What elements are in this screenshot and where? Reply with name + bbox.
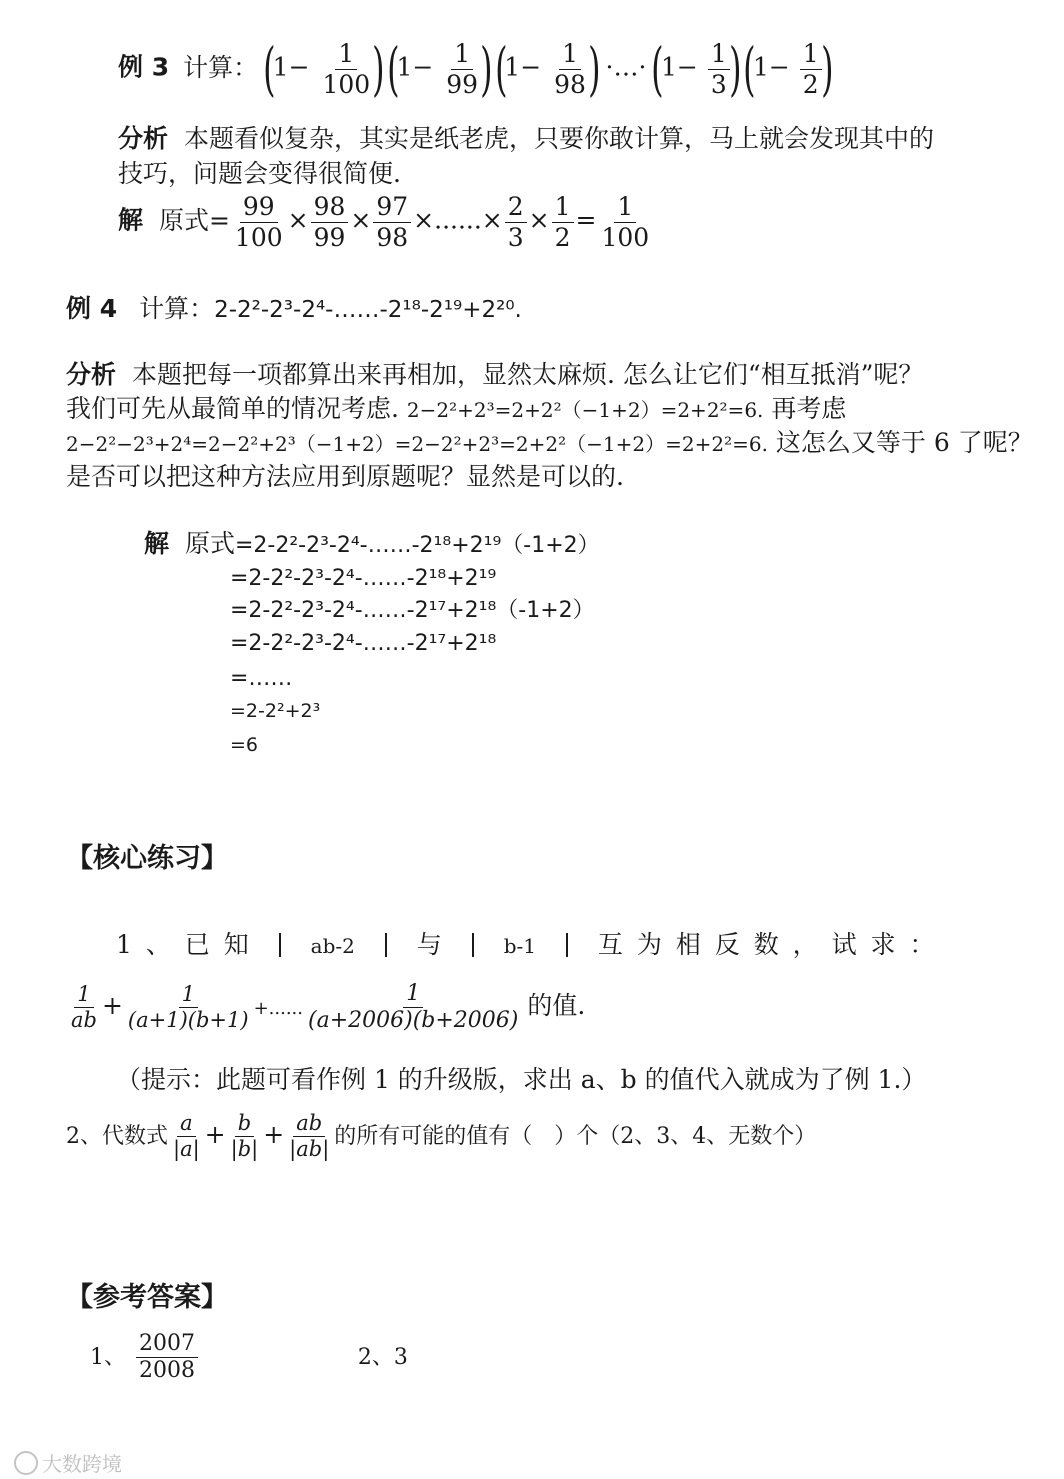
practice-q2	[66, 1112, 816, 1176]
fraction: $\frac{1}{98}$	[554, 39, 586, 99]
fraction: $\frac{2}{3}$	[505, 193, 527, 251]
fraction: $\frac{1}{100}$	[601, 192, 650, 252]
fraction: $\frac{a}{|a|}$	[173, 1111, 200, 1162]
fraction: $\frac{2007}{2008}$	[136, 1332, 198, 1383]
answer2: 2、3	[357, 1345, 408, 1371]
answer1-label: 1、	[90, 1345, 126, 1371]
fraction: $\frac{1}{2}$	[800, 40, 822, 98]
example4-analysis-line4: 是否可以把这种方法应用到原题呢？显然是可以的.	[66, 462, 624, 491]
paren-open: (	[494, 35, 508, 103]
solution-label: 解	[144, 529, 170, 558]
paren-close: )	[728, 35, 742, 103]
q1-expression: b-1	[503, 934, 536, 958]
paren-close: )	[480, 35, 493, 103]
watermark-text: 大数跨境	[42, 1452, 122, 1476]
example4-analysis-line3	[66, 426, 1033, 461]
times-sign: ×	[528, 205, 550, 235]
solution-step: =2-2²-2³-2⁴-……-2¹⁸+2¹⁹（-1+2）	[234, 533, 600, 558]
example4-expression: 2-2²-2³-2⁴-……-2¹⁸-2¹⁹+2²⁰.	[214, 297, 522, 323]
watermark-logo-icon	[14, 1451, 38, 1475]
product-dots: ·…·	[605, 52, 647, 82]
solution-step: =2-2²+2³	[230, 700, 321, 722]
q1-intro: 1 、 已 知	[116, 930, 249, 959]
solution-label: 解	[118, 205, 144, 235]
analysis-text: 再考虑	[771, 394, 847, 423]
paren-open: (	[386, 35, 400, 103]
equals-sign: =	[575, 205, 597, 235]
q1-expression: ab-2	[310, 934, 355, 958]
paren-open: (	[651, 35, 664, 103]
term-one: 1	[752, 52, 769, 82]
watermark	[14, 1448, 122, 1477]
fraction: $\frac{b}{|b|}$	[230, 1111, 259, 1162]
fraction: $\frac{ab}{|ab|}$	[289, 1111, 330, 1162]
fraction: $\frac{1}{2}$	[552, 193, 574, 251]
analysis-label: 分析	[66, 360, 117, 389]
solution-step: =2-2²-2³-2⁴-……-2¹⁷+2¹⁸	[230, 631, 497, 656]
times-sign: ×	[350, 205, 372, 235]
paren-open: (	[263, 35, 276, 103]
answers-row	[90, 1332, 408, 1396]
example4-title	[66, 292, 522, 327]
example4-label: 例 4	[66, 294, 118, 323]
analysis-expression: 2−2²−2³+2⁴=2−2²+2³（−1+2）=2−2²+2³=2+2²（−1+2）=2+2²=6.	[66, 432, 768, 456]
q1-end: 的值.	[527, 991, 586, 1021]
abs-bar	[279, 933, 281, 957]
practice-hint: （提示：此题可看作例 1 的升级版，求出 a、b 的值代入就成为了例 1.）	[116, 1065, 927, 1094]
fraction: $\frac{1}{99}$	[446, 39, 479, 99]
abs-bar	[472, 933, 474, 957]
example3-compute: 计算：	[183, 52, 259, 82]
term-one: 1	[396, 52, 413, 82]
plus-dots: +......	[253, 998, 303, 1020]
abs-bar	[566, 933, 568, 957]
paren-open: (	[743, 35, 756, 103]
q2-tail: 的所有可能的值有（ ）个（2、3、4、无数个）	[334, 1124, 817, 1150]
plus-sign: +	[101, 991, 123, 1021]
q1-mid: 与	[416, 930, 442, 959]
solution-step: =……	[230, 666, 293, 691]
example4-analysis-line2	[66, 392, 846, 427]
analysis-label: 分析	[118, 124, 169, 153]
analysis-text: 我们可先从最简单的情况考虑.	[66, 394, 399, 423]
solution-step: =6	[230, 734, 259, 756]
minus-sign: −	[412, 52, 434, 82]
q2-prefix: 2、代数式	[66, 1124, 168, 1150]
minus-sign: −	[520, 52, 542, 82]
plus-sign: +	[263, 1120, 285, 1150]
times-sign: ×	[287, 205, 309, 235]
minus-sign: −	[768, 52, 790, 82]
practice-q1-formula	[66, 982, 585, 1046]
fraction: $\frac{1}{3}$	[708, 40, 730, 98]
minus-sign: −	[676, 52, 698, 82]
paren-close: )	[372, 35, 385, 103]
analysis-text: 本题看似复杂，其实是纸老虎，只要你敢计算，马上就会发现其中的	[183, 124, 934, 153]
fraction: $\frac{1}{ab}$	[71, 982, 97, 1033]
paren-close: )	[820, 35, 834, 103]
analysis-text: 这怎么又等于 6 了呢？	[775, 428, 1033, 457]
fraction: $\frac{99}{100}$	[234, 192, 283, 252]
solution-step: =2-2²-2³-2⁴-……-2¹⁷+2¹⁸（-1+2）	[230, 598, 595, 623]
solution-step: =2-2²-2³-2⁴-……-2¹⁸+2¹⁹	[230, 566, 497, 591]
term-one: 1	[661, 52, 677, 82]
practice-heading: 【核心练习】	[66, 843, 228, 874]
term-one: 1	[272, 52, 289, 82]
fraction: $\frac{98}{99}$	[311, 193, 349, 251]
fraction: $\frac{1}{(a+1)(b+1)}$	[127, 982, 249, 1033]
answers-heading: 【参考答案】	[66, 1282, 228, 1313]
practice-q1-line1	[116, 928, 934, 963]
fraction: $\frac{1}{100}$	[322, 39, 371, 99]
example3-analysis-line2: 技巧，问题会变得很简便.	[118, 159, 401, 188]
fraction: $\frac{1}{(a+2006)(b+2006)}$	[308, 981, 519, 1034]
analysis-text: 本题把每一项都算出来再相加，显然太麻烦. 怎么让它们“相互抵消”呢？	[131, 360, 924, 389]
example3-expression	[118, 35, 834, 110]
minus-sign: −	[288, 52, 310, 82]
fraction: $\frac{97}{98}$	[373, 193, 411, 251]
example4-compute: 计算：	[139, 294, 215, 323]
times-dots: ×......×	[413, 205, 503, 235]
abs-bar	[385, 933, 387, 957]
analysis-expression: 2−2²+2³=2+2²（−1+2）=2+2²=6.	[406, 398, 764, 422]
solution-prefix: 原式	[184, 529, 235, 558]
example4-solution-label-row	[144, 527, 600, 563]
solution-prefix: 原式=	[158, 205, 230, 235]
example3-solution	[118, 193, 654, 255]
term-one: 1	[504, 52, 521, 82]
q1-tail: 互 为 相 反 数 ， 试 求 ：	[597, 930, 935, 959]
example3-analysis-line1	[118, 122, 934, 156]
plus-sign: +	[204, 1120, 226, 1150]
paren-close: )	[588, 35, 601, 103]
example3-label: 例 3	[118, 52, 170, 82]
example4-analysis-line1	[66, 358, 923, 392]
